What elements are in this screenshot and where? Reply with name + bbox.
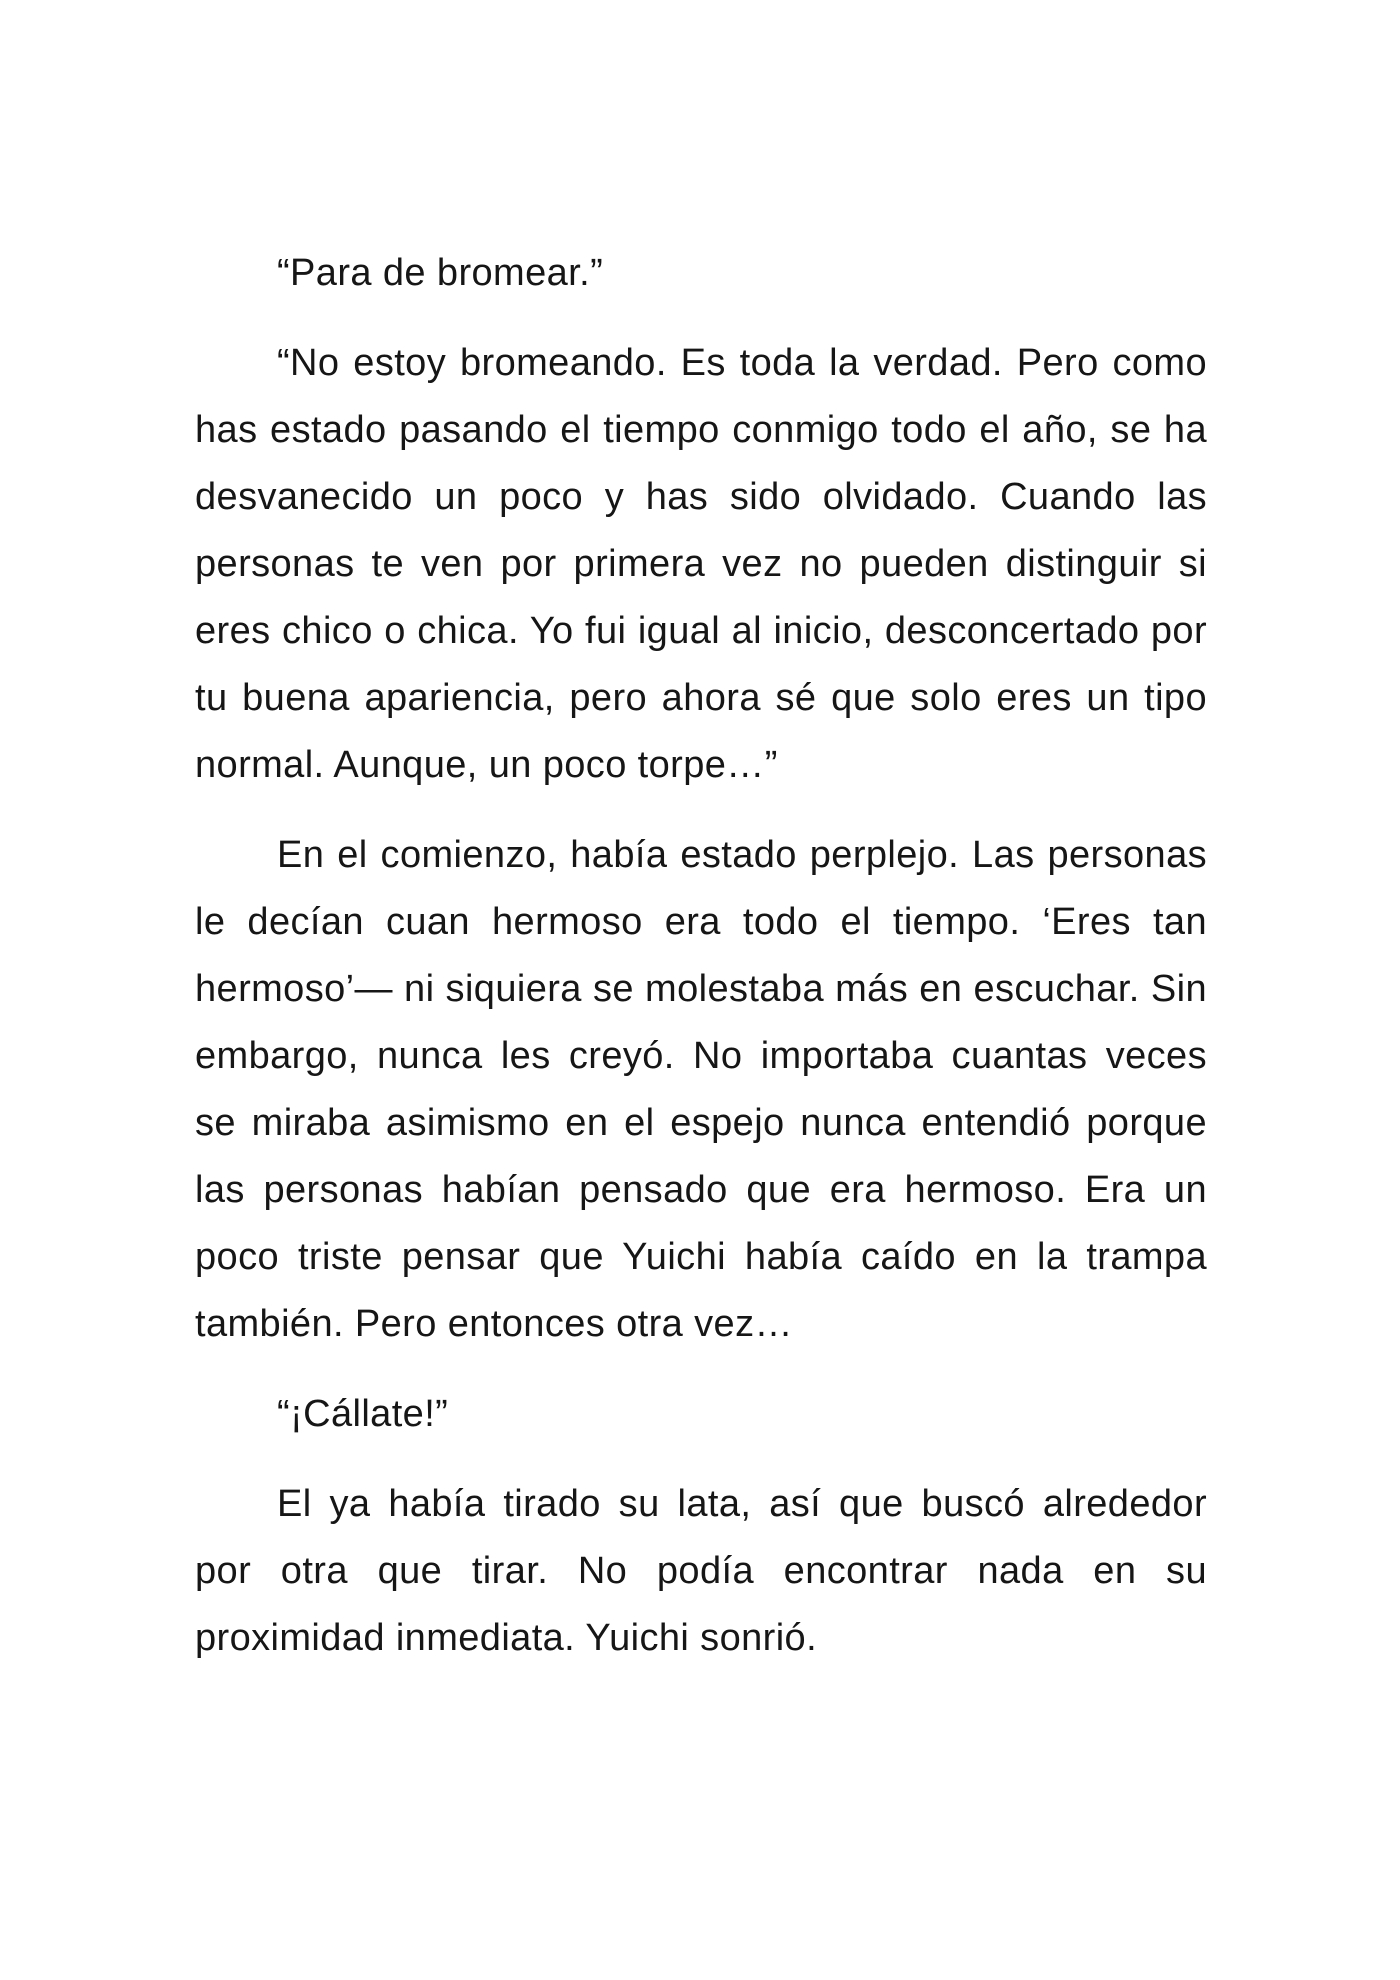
paragraph-dialogue-3: “¡Cállate!” (277, 1393, 449, 1435)
paragraph-narration-2: El ya había tirado su lata, así que buscó alrededor por otra que tirar. No podía encontrar nada en su proximidad inmediata. Yuichi sonrió. (195, 1483, 1207, 1659)
paragraph-narration-1: En el comienzo, había estado perplejo. Las personas le decían cuan hermoso era todo el tiempo. ‘Eres tan hermoso’— ni siquiera se molestaba más en escuchar. Sin embargo, nunca les creyó. No importaba cuantas veces se miraba asimismo en el espejo nunca entendió porque las personas habían pensado que era hermoso. Era un poco triste pensar que Yuichi había caído en la trampa también. Pero entonces otra vez… (195, 834, 1207, 1345)
page-body-text (195, 240, 1207, 1695)
paragraph-dialogue-2: “No estoy bromeando. Es toda la verdad. Pero como has estado pasando el tiempo conmigo todo el año, se ha desvanecido un poco y has sido olvidado. Cuando las personas te ven por primera vez no pueden distinguir si eres chico o chica. Yo fui igual al inicio, desconcertado por tu buena apariencia, pero ahora sé que solo eres un tipo normal. Aunque, un poco torpe…” (195, 342, 1207, 786)
paragraph-dialogue-1: “Para de bromear.” (277, 252, 604, 294)
